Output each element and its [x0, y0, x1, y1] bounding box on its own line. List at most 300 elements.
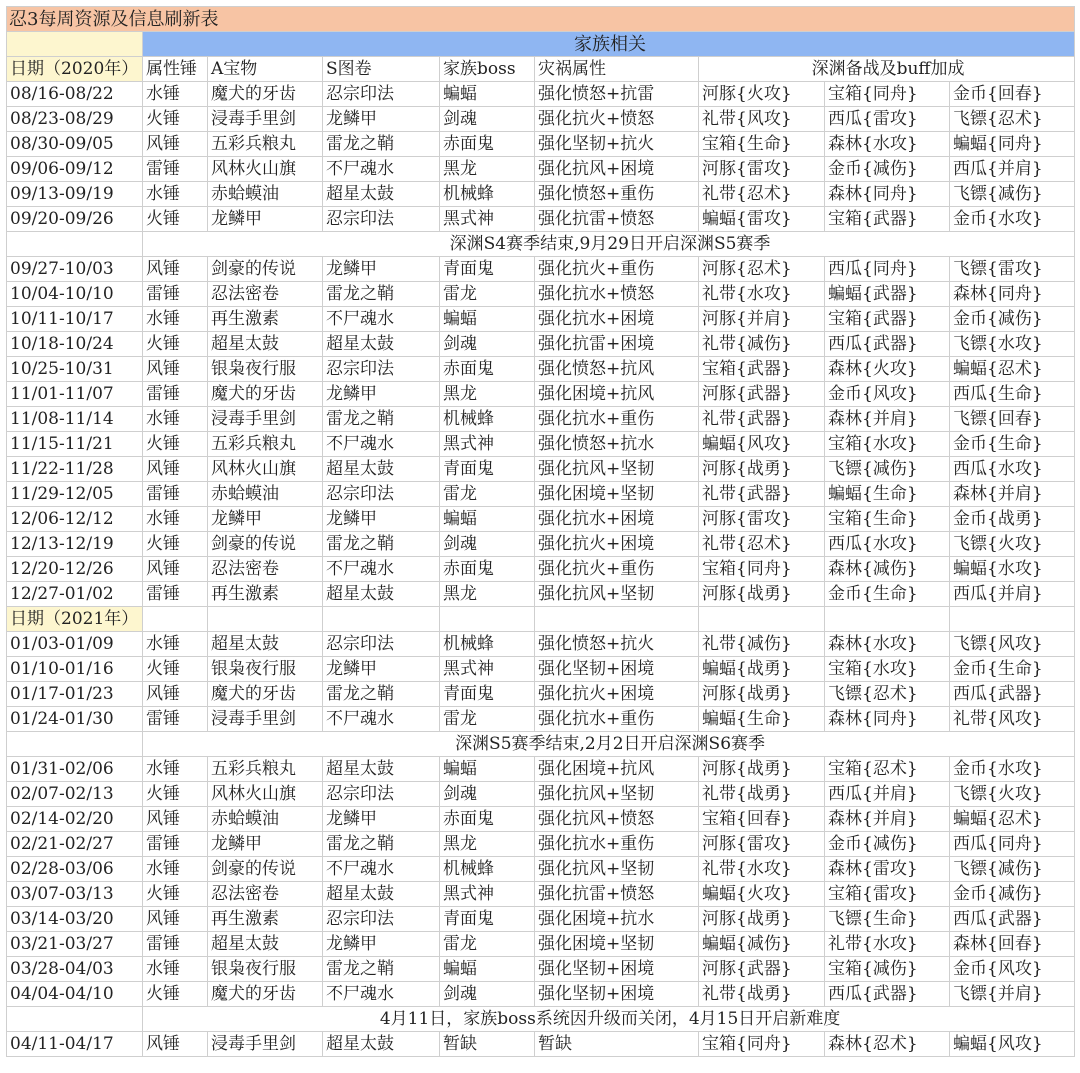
blank-cell	[950, 607, 1075, 632]
table-cell: 黑龙	[440, 582, 535, 607]
table-cell: 森林{水攻}	[825, 132, 950, 157]
blank-cell	[7, 32, 143, 57]
table-cell: 宝箱{生命}	[825, 507, 950, 532]
table-row	[7, 757, 1075, 782]
table-cell: 蝙蝠{水攻}	[950, 557, 1075, 582]
table-cell: 强化困境+抗风	[535, 382, 699, 407]
table-cell: 02/21-02/27	[7, 832, 143, 857]
table-cell: 11/22-11/28	[7, 457, 143, 482]
table-cell: 宝箱{武器}	[825, 307, 950, 332]
table-cell: 04/11-04/17	[7, 1032, 143, 1057]
table-cell: 蝙蝠{风攻}	[950, 1032, 1075, 1057]
table-cell: 五彩兵粮丸	[208, 432, 323, 457]
table-cell: 森林{同舟}	[950, 282, 1075, 307]
table-cell: 河豚{雷攻}	[699, 507, 825, 532]
table-cell: 魔犬的牙齿	[208, 382, 323, 407]
table-cell: 超星太鼓	[208, 932, 323, 957]
table-cell: 忍宗印法	[323, 907, 440, 932]
table-cell: 雷锤	[143, 482, 208, 507]
table-cell: 金币{水攻}	[950, 207, 1075, 232]
table-cell: 不尸魂水	[323, 157, 440, 182]
table-cell: 森林{忍术}	[825, 1032, 950, 1057]
notice-text: 深渊S4赛季结束,9月29日开启深渊S5赛季	[143, 232, 1075, 257]
table-cell: 03/21-03/27	[7, 932, 143, 957]
table-cell: 黑式神	[440, 657, 535, 682]
table-cell: 超星太鼓	[323, 582, 440, 607]
blank-cell	[535, 607, 699, 632]
table-cell: 青面鬼	[440, 907, 535, 932]
table-cell: 河豚{忍术}	[699, 257, 825, 282]
table-cell: 宝箱{回春}	[699, 807, 825, 832]
blank-cell	[7, 1007, 143, 1032]
table-cell: 忍宗印法	[323, 482, 440, 507]
table-cell: 雷锤	[143, 382, 208, 407]
table-cell: 强化抗水+愤怒	[535, 282, 699, 307]
table-cell: 火锤	[143, 782, 208, 807]
table-cell: 风锤	[143, 807, 208, 832]
table-cell: 雷龙之鞘	[323, 682, 440, 707]
table-cell: 龙鳞甲	[323, 107, 440, 132]
table-cell: 剑魂	[440, 107, 535, 132]
table-cell: 宝箱{武器}	[699, 357, 825, 382]
table-cell: 金币{减伤}	[825, 832, 950, 857]
table-cell: 银枭夜行服	[208, 957, 323, 982]
table-cell: 11/08-11/14	[7, 407, 143, 432]
table-cell: 火锤	[143, 657, 208, 682]
table-cell: 礼带{水攻}	[825, 932, 950, 957]
table-cell: 蝙蝠	[440, 757, 535, 782]
blank-cell	[440, 607, 535, 632]
table-cell: 礼带{战勇}	[699, 982, 825, 1007]
table-cell: 金币{减伤}	[950, 882, 1075, 907]
table-cell: 银枭夜行服	[208, 657, 323, 682]
blank-cell	[825, 607, 950, 632]
table-cell: 10/11-10/17	[7, 307, 143, 332]
table-cell: 强化抗水+困境	[535, 307, 699, 332]
table-cell: 金币{减伤}	[950, 307, 1075, 332]
table-cell: 强化抗雷+困境	[535, 332, 699, 357]
table-cell: 雷锤	[143, 932, 208, 957]
table-cell: 剑魂	[440, 532, 535, 557]
table-cell: 金币{回春}	[950, 82, 1075, 107]
table-cell: 赤面鬼	[440, 132, 535, 157]
table-cell: 12/06-12/12	[7, 507, 143, 532]
table-cell: 水锤	[143, 182, 208, 207]
table-cell: 黑龙	[440, 832, 535, 857]
table-cell: 强化困境+坚韧	[535, 482, 699, 507]
table-cell: 金币{风攻}	[825, 382, 950, 407]
table-row	[7, 457, 1075, 482]
blank-cell	[208, 607, 323, 632]
notice-row	[7, 1007, 1075, 1032]
table-cell: 水锤	[143, 407, 208, 432]
table-cell: 龙鳞甲	[323, 257, 440, 282]
table-cell: 超星太鼓	[323, 882, 440, 907]
table-cell: 雷龙	[440, 932, 535, 957]
table-cell: 强化抗火+愤怒	[535, 107, 699, 132]
table-cell: 强化抗火+困境	[535, 532, 699, 557]
table-cell: 蝙蝠{忍术}	[950, 807, 1075, 832]
table-cell: 西瓜{并肩}	[825, 782, 950, 807]
table-cell: 雷锤	[143, 707, 208, 732]
table-cell: 强化抗水+重伤	[535, 707, 699, 732]
table-cell: 风锤	[143, 457, 208, 482]
header-abyss-buff: 深渊备战及buff加成	[699, 57, 1075, 82]
table-cell: 强化困境+坚韧	[535, 932, 699, 957]
table-cell: 11/29-12/05	[7, 482, 143, 507]
table-cell: 强化抗水+重伤	[535, 832, 699, 857]
table-cell: 强化坚韧+困境	[535, 957, 699, 982]
table-cell: 浸毒手里剑	[208, 1032, 323, 1057]
table-cell: 水锤	[143, 632, 208, 657]
table-cell: 火锤	[143, 107, 208, 132]
spreadsheet	[6, 6, 1074, 1057]
table-cell: 森林{并肩}	[950, 482, 1075, 507]
table-row	[7, 207, 1075, 232]
table-cell: 风锤	[143, 682, 208, 707]
table-row	[7, 557, 1075, 582]
table-cell: 西瓜{并肩}	[950, 582, 1075, 607]
table-cell: 12/20-12/26	[7, 557, 143, 582]
table-cell: 魔犬的牙齿	[208, 682, 323, 707]
table-cell: 强化愤怒+抗火	[535, 632, 699, 657]
table-cell: 强化抗风+愤怒	[535, 807, 699, 832]
table-cell: 火锤	[143, 532, 208, 557]
table-cell: 五彩兵粮丸	[208, 132, 323, 157]
table-cell: 蝙蝠{同舟}	[950, 132, 1075, 157]
table-cell: 强化抗雷+愤怒	[535, 207, 699, 232]
table-cell: 河豚{雷攻}	[699, 157, 825, 182]
table-cell: 水锤	[143, 957, 208, 982]
table-cell: 蝙蝠{忍术}	[950, 357, 1075, 382]
table-cell: 12/27-01/02	[7, 582, 143, 607]
table-cell: 不尸魂水	[323, 557, 440, 582]
group-header: 家族相关	[143, 32, 1075, 57]
table-cell: 金币{生命}	[950, 432, 1075, 457]
table-cell: 龙鳞甲	[323, 507, 440, 532]
table-cell: 礼带{忍术}	[699, 182, 825, 207]
table-row	[7, 582, 1075, 607]
table-cell: 青面鬼	[440, 457, 535, 482]
table-cell: 飞镖{风攻}	[950, 632, 1075, 657]
table-cell: 强化坚韧+困境	[535, 657, 699, 682]
table-cell: 西瓜{生命}	[950, 382, 1075, 407]
table-cell: 飞镖{火攻}	[950, 782, 1075, 807]
header-date: 日期（2020年）	[7, 57, 143, 82]
table-cell: 04/04-04/10	[7, 982, 143, 1007]
table-cell: 飞镖{水攻}	[950, 332, 1075, 357]
table-cell: 忍法密卷	[208, 282, 323, 307]
table-cell: 忍法密卷	[208, 882, 323, 907]
table-cell: 忍宗印法	[323, 782, 440, 807]
table-cell: 黑龙	[440, 382, 535, 407]
table-cell: 西瓜{武器}	[825, 332, 950, 357]
table-cell: 剑豪的传说	[208, 857, 323, 882]
table-cell: 强化抗雷+愤怒	[535, 882, 699, 907]
table-cell: 09/20-09/26	[7, 207, 143, 232]
table-cell: 森林{火攻}	[825, 357, 950, 382]
table-cell: 08/30-09/05	[7, 132, 143, 157]
table-cell: 雷龙之鞘	[323, 407, 440, 432]
blank-cell	[7, 232, 143, 257]
table-cell: 礼带{减伤}	[699, 332, 825, 357]
table-row	[7, 657, 1075, 682]
table-cell: 风林火山旗	[208, 157, 323, 182]
table-cell: 09/06-09/12	[7, 157, 143, 182]
table-cell: 黑龙	[440, 157, 535, 182]
table-row	[7, 857, 1075, 882]
year-label: 日期（2021年）	[7, 607, 143, 632]
table-cell: 强化抗水+困境	[535, 507, 699, 532]
table-cell: 11/15-11/21	[7, 432, 143, 457]
table-cell: 剑魂	[440, 982, 535, 1007]
table-cell: 水锤	[143, 82, 208, 107]
table-cell: 森林{雷攻}	[825, 857, 950, 882]
table-cell: 赤面鬼	[440, 357, 535, 382]
table-cell: 蝙蝠{生命}	[699, 707, 825, 732]
table-cell: 02/07-02/13	[7, 782, 143, 807]
table-row	[7, 632, 1075, 657]
table-cell: 河豚{战勇}	[699, 907, 825, 932]
table-row	[7, 307, 1075, 332]
table-cell: 忍宗印法	[323, 207, 440, 232]
table-cell: 蝙蝠{武器}	[825, 282, 950, 307]
table-cell: 超星太鼓	[323, 757, 440, 782]
table-cell: 风锤	[143, 132, 208, 157]
table-cell: 风锤	[143, 907, 208, 932]
table-cell: 龙鳞甲	[208, 507, 323, 532]
table-cell: 金币{减伤}	[825, 157, 950, 182]
table-cell: 再生激素	[208, 907, 323, 932]
table-cell: 飞镖{回春}	[950, 407, 1075, 432]
table-cell: 雷龙	[440, 482, 535, 507]
table-cell: 黑式神	[440, 207, 535, 232]
table-cell: 强化抗风+困境	[535, 157, 699, 182]
table-cell: 宝箱{同舟}	[699, 557, 825, 582]
table-cell: 金币{风攻}	[950, 957, 1075, 982]
notice-row	[7, 232, 1075, 257]
table-cell: 01/24-01/30	[7, 707, 143, 732]
sheet-title: 忍3每周资源及信息刷新表	[7, 7, 1075, 32]
table-cell: 蝙蝠	[440, 82, 535, 107]
table-cell: 蝙蝠	[440, 957, 535, 982]
table-cell: 浸毒手里剑	[208, 407, 323, 432]
table-cell: 超星太鼓	[323, 457, 440, 482]
table-row	[7, 107, 1075, 132]
table-cell: 09/13-09/19	[7, 182, 143, 207]
table-cell: 西瓜{武器}	[825, 982, 950, 1007]
table-cell: 剑豪的传说	[208, 257, 323, 282]
table-cell: 剑魂	[440, 782, 535, 807]
table-cell: 机械蜂	[440, 632, 535, 657]
table-cell: 10/25-10/31	[7, 357, 143, 382]
table-cell: 蝙蝠{减伤}	[699, 932, 825, 957]
table-cell: 不尸魂水	[323, 307, 440, 332]
table-cell: 宝箱{武器}	[825, 207, 950, 232]
table-cell: 不尸魂水	[323, 707, 440, 732]
table-cell: 忍宗印法	[323, 357, 440, 382]
table-cell: 风林火山旗	[208, 457, 323, 482]
table-cell: 超星太鼓	[208, 632, 323, 657]
table-cell: 雷龙之鞘	[323, 282, 440, 307]
table-row	[7, 932, 1075, 957]
table-row	[7, 332, 1075, 357]
table-cell: 09/27-10/03	[7, 257, 143, 282]
table-cell: 火锤	[143, 982, 208, 1007]
table-cell: 蝙蝠{雷攻}	[699, 207, 825, 232]
table-row	[7, 982, 1075, 1007]
table-row	[7, 382, 1075, 407]
table-cell: 宝箱{水攻}	[825, 432, 950, 457]
table-cell: 龙鳞甲	[323, 807, 440, 832]
table-cell: 雷锤	[143, 582, 208, 607]
table-cell: 河豚{雷攻}	[699, 832, 825, 857]
notice-row	[7, 732, 1075, 757]
table-cell: 强化抗火+重伤	[535, 257, 699, 282]
table-cell: 火锤	[143, 332, 208, 357]
header-disaster-attr: 灾祸属性	[535, 57, 699, 82]
table-cell: 西瓜{武器}	[950, 907, 1075, 932]
table-cell: 飞镖{减伤}	[950, 857, 1075, 882]
table-cell: 礼带{水攻}	[699, 282, 825, 307]
table-cell: 雷龙	[440, 282, 535, 307]
table-cell: 风锤	[143, 557, 208, 582]
table-cell: 强化抗火+重伤	[535, 557, 699, 582]
table-row	[7, 957, 1075, 982]
blank-cell	[699, 607, 825, 632]
notice-text: 4月11日，家族boss系统因升级而关闭，4月15日开启新难度	[143, 1007, 1075, 1032]
table-cell: 01/31-02/06	[7, 757, 143, 782]
table-cell: 11/01-11/07	[7, 382, 143, 407]
table-cell: 水锤	[143, 857, 208, 882]
table-cell: 强化抗风+坚韧	[535, 457, 699, 482]
table-cell: 不尸魂水	[323, 432, 440, 457]
header-a-treasure: A宝物	[208, 57, 323, 82]
year-row	[7, 607, 1075, 632]
table-cell: 魔犬的牙齿	[208, 82, 323, 107]
table-cell: 雷龙之鞘	[323, 832, 440, 857]
table-cell: 森林{并肩}	[825, 407, 950, 432]
table-cell: 雷龙之鞘	[323, 132, 440, 157]
table-cell: 西瓜{同舟}	[950, 832, 1075, 857]
header-s-scroll: S图卷	[323, 57, 440, 82]
table-row	[7, 532, 1075, 557]
table-cell: 浸毒手里剑	[208, 707, 323, 732]
table-cell: 雷龙	[440, 707, 535, 732]
table-cell: 蝙蝠{风攻}	[699, 432, 825, 457]
table-cell: 机械蜂	[440, 182, 535, 207]
table-cell: 五彩兵粮丸	[208, 757, 323, 782]
table-cell: 01/17-01/23	[7, 682, 143, 707]
table-cell: 龙鳞甲	[323, 932, 440, 957]
table-cell: 暂缺	[535, 1032, 699, 1057]
table-cell: 青面鬼	[440, 257, 535, 282]
table-cell: 02/28-03/06	[7, 857, 143, 882]
table-cell: 森林{同舟}	[825, 707, 950, 732]
table-row	[7, 707, 1075, 732]
table-row	[7, 907, 1075, 932]
table-cell: 雷锤	[143, 157, 208, 182]
table-row	[7, 282, 1075, 307]
table-cell: 火锤	[143, 882, 208, 907]
table-cell: 飞镖{忍术}	[950, 107, 1075, 132]
table-cell: 忍宗印法	[323, 632, 440, 657]
table-cell: 风锤	[143, 257, 208, 282]
table-cell: 忍宗印法	[323, 82, 440, 107]
table-cell: 礼带{减伤}	[699, 632, 825, 657]
table-cell: 龙鳞甲	[208, 832, 323, 857]
table-row	[7, 432, 1075, 457]
table-cell: 不尸魂水	[323, 857, 440, 882]
table-row	[7, 182, 1075, 207]
table-cell: 风林火山旗	[208, 782, 323, 807]
table-cell: 01/03-01/09	[7, 632, 143, 657]
table-cell: 金币{生命}	[950, 657, 1075, 682]
table-cell: 剑魂	[440, 332, 535, 357]
table-cell: 风锤	[143, 1032, 208, 1057]
table-cell: 宝箱{水攻}	[825, 657, 950, 682]
table-cell: 10/04-10/10	[7, 282, 143, 307]
table-cell: 赤蛤蟆油	[208, 807, 323, 832]
table-row	[7, 407, 1075, 432]
table-cell: 黑式神	[440, 882, 535, 907]
table-row	[7, 482, 1075, 507]
weekly-refresh-table	[6, 6, 1075, 1057]
table-cell: 西瓜{雷攻}	[825, 107, 950, 132]
table-cell: 河豚{战勇}	[699, 757, 825, 782]
table-cell: 青面鬼	[440, 682, 535, 707]
table-cell: 宝箱{同舟}	[825, 82, 950, 107]
table-cell: 超星太鼓	[323, 332, 440, 357]
table-cell: 飞镖{火攻}	[950, 532, 1075, 557]
table-cell: 礼带{武器}	[699, 482, 825, 507]
table-cell: 雷龙之鞘	[323, 532, 440, 557]
table-cell: 强化困境+抗风	[535, 757, 699, 782]
table-row	[7, 257, 1075, 282]
table-row	[7, 882, 1075, 907]
table-row	[7, 132, 1075, 157]
table-cell: 河豚{战勇}	[699, 457, 825, 482]
table-cell: 超星太鼓	[208, 332, 323, 357]
table-cell: 蝙蝠	[440, 507, 535, 532]
table-cell: 河豚{战勇}	[699, 582, 825, 607]
table-cell: 火锤	[143, 432, 208, 457]
table-cell: 强化抗水+重伤	[535, 407, 699, 432]
table-cell: 水锤	[143, 507, 208, 532]
table-cell: 金币{水攻}	[950, 757, 1075, 782]
table-cell: 森林{水攻}	[825, 632, 950, 657]
table-cell: 雷龙之鞘	[323, 957, 440, 982]
table-cell: 水锤	[143, 757, 208, 782]
table-cell: 03/14-03/20	[7, 907, 143, 932]
table-cell: 魔犬的牙齿	[208, 982, 323, 1007]
table-cell: 宝箱{同舟}	[699, 1032, 825, 1057]
table-cell: 强化抗风+坚韧	[535, 582, 699, 607]
table-cell: 龙鳞甲	[323, 382, 440, 407]
table-cell: 金币{生命}	[825, 582, 950, 607]
table-cell: 火锤	[143, 207, 208, 232]
table-cell: 河豚{武器}	[699, 382, 825, 407]
table-cell: 机械蜂	[440, 407, 535, 432]
table-cell: 西瓜{水攻}	[950, 457, 1075, 482]
table-cell: 飞镖{忍术}	[825, 682, 950, 707]
table-cell: 强化愤怒+抗雷	[535, 82, 699, 107]
table-cell: 浸毒手里剑	[208, 107, 323, 132]
table-cell: 西瓜{同舟}	[825, 257, 950, 282]
table-row	[7, 357, 1075, 382]
table-cell: 森林{并肩}	[825, 807, 950, 832]
table-cell: 赤面鬼	[440, 557, 535, 582]
